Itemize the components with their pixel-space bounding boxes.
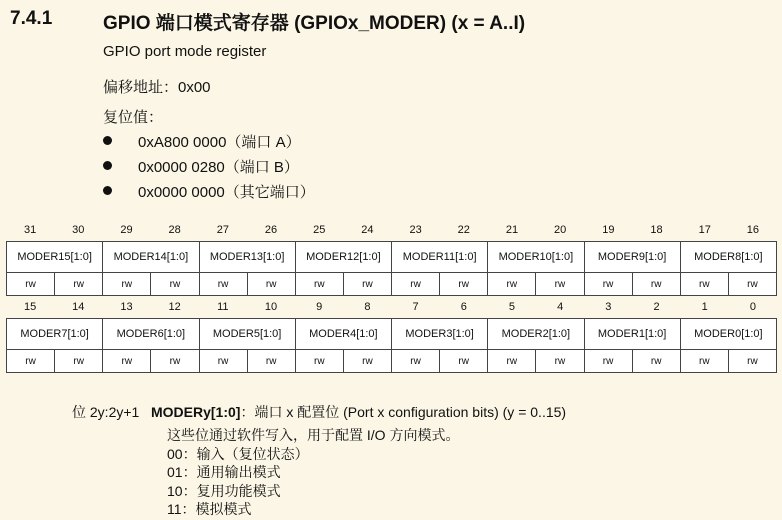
access-type: rw	[488, 273, 536, 295]
access-type: rw	[103, 273, 151, 295]
access-type: rw	[585, 273, 633, 295]
register-field: MODER15[1:0]	[7, 242, 103, 272]
mode-option: 01：通用输出模式	[167, 464, 281, 480]
mode-option: 11：模拟模式	[167, 501, 252, 517]
section-title: GPIO 端口模式寄存器 (GPIOx_MODER) (x = A..I)	[103, 13, 526, 34]
bit-number: 24	[361, 224, 374, 236]
bit-number: 25	[313, 224, 326, 236]
access-type: rw	[681, 273, 729, 295]
bit-number: 16	[746, 224, 760, 236]
reset-value-label: 复位值：	[103, 109, 164, 126]
bit-number: 30	[72, 224, 85, 236]
register-field: MODER9[1:0]	[585, 242, 681, 272]
access-type: rw	[200, 350, 248, 372]
field-name-row	[7, 319, 776, 350]
register-field: MODER4[1:0]	[296, 319, 392, 349]
access-type: rw	[633, 350, 681, 372]
access-type: rw	[200, 273, 248, 295]
bit-number: 17	[698, 224, 711, 236]
register-field: MODER10[1:0]	[488, 242, 584, 272]
register-field: MODER5[1:0]	[200, 319, 296, 349]
access-type: rw	[248, 350, 296, 372]
register-lower-half	[6, 298, 777, 373]
bit-number: 0	[749, 301, 756, 313]
bullet-icon	[103, 136, 112, 145]
access-type: rw	[392, 273, 440, 295]
bit-number: 21	[505, 224, 519, 236]
bit-number: 8	[364, 301, 371, 313]
field-description-header	[72, 402, 566, 422]
register-subtitle: GPIO port mode register	[103, 43, 267, 60]
bit-number: 18	[650, 224, 663, 236]
bit-number: 11	[217, 301, 229, 313]
bit-number: 26	[264, 224, 278, 236]
register-field: MODER11[1:0]	[392, 242, 488, 272]
bit-range: 位 2y:2y+1	[72, 404, 140, 420]
field-name-row	[7, 242, 776, 273]
bullet-icon	[103, 186, 112, 195]
bit-number: 4	[557, 301, 564, 313]
register-field: MODER12[1:0]	[296, 242, 392, 272]
access-type: rw	[296, 273, 344, 295]
access-type: rw	[633, 273, 681, 295]
bit-number: 7	[412, 301, 419, 313]
access-type: rw	[7, 273, 55, 295]
access-type: rw	[55, 273, 103, 295]
register-field: MODER3[1:0]	[392, 319, 488, 349]
access-type: rw	[151, 350, 199, 372]
access-type: rw	[536, 350, 584, 372]
bit-number: 1	[701, 301, 708, 313]
access-type: rw	[7, 350, 55, 372]
field-name: MODERy[1:0]	[151, 404, 241, 420]
bit-number-row	[6, 298, 777, 318]
bit-number: 20	[554, 224, 567, 236]
bit-number: 22	[457, 224, 470, 236]
bit-number: 12	[168, 301, 181, 313]
access-type: rw	[344, 350, 392, 372]
register-field: MODER14[1:0]	[103, 242, 199, 272]
access-type: rw	[747, 278, 758, 290]
bit-number: 28	[168, 224, 181, 236]
access-type: rw	[681, 350, 729, 372]
reset-value-text: 0x0000 0280（端口 B）	[138, 159, 299, 176]
bit-number: 10	[264, 301, 278, 313]
register-field: MODER8[1:0]	[694, 251, 763, 263]
field-description-body: 这些位通过软件写入，用于配置 I/O 方向模式。	[167, 427, 460, 443]
bit-number: 19	[602, 224, 615, 236]
bit-number: 31	[23, 224, 37, 236]
access-type: rw	[344, 273, 392, 295]
bit-number: 13	[120, 301, 133, 313]
register-field: MODER2[1:0]	[488, 319, 584, 349]
offset-address: 偏移地址：0x00	[103, 79, 211, 96]
access-type: rw	[248, 273, 296, 295]
register-cells	[6, 318, 777, 373]
access-type: rw	[536, 273, 584, 295]
access-row	[7, 350, 776, 372]
register-upper-half	[6, 221, 777, 296]
bit-number: 2	[653, 301, 660, 313]
access-type: rw	[151, 273, 199, 295]
access-type: rw	[392, 350, 440, 372]
bit-number: 5	[508, 301, 516, 313]
bit-number-row	[6, 221, 777, 241]
register-cells	[6, 241, 777, 296]
access-type: rw	[440, 350, 488, 372]
access-type: rw	[296, 350, 344, 372]
register-field: MODER7[1:0]	[7, 319, 103, 349]
register-field: MODER1[1:0]	[585, 319, 681, 349]
bit-number: 6	[460, 301, 467, 313]
bit-number: 27	[216, 224, 229, 236]
access-type: rw	[440, 273, 488, 295]
bit-number: 9	[316, 301, 323, 313]
bit-number: 23	[409, 224, 422, 236]
bit-number: 15	[23, 301, 37, 313]
access-type: rw	[747, 355, 758, 367]
section-number: 7.4.1	[10, 8, 53, 29]
register-field: MODER6[1:0]	[103, 319, 199, 349]
bit-number: 29	[120, 224, 133, 236]
reset-value-text: 0x0000 0000（其它端口）	[138, 184, 315, 201]
access-row	[7, 273, 776, 295]
access-type: rw	[585, 350, 633, 372]
register-field: MODER13[1:0]	[200, 242, 296, 272]
bullet-icon	[103, 161, 112, 170]
access-type: rw	[488, 350, 536, 372]
mode-option: 10：复用功能模式	[167, 483, 281, 499]
access-type: rw	[103, 350, 151, 372]
mode-option: 00：输入（复位状态）	[167, 446, 309, 462]
register-field: MODER0[1:0]	[694, 328, 763, 340]
reset-value-text: 0xA800 0000（端口 A）	[138, 134, 301, 151]
field-summary: ：端口 x 配置位 (Port x configuration bits) (y = 0..15)	[240, 404, 567, 420]
bit-number: 14	[72, 301, 85, 313]
access-type: rw	[55, 350, 103, 372]
bit-number: 3	[605, 301, 612, 313]
